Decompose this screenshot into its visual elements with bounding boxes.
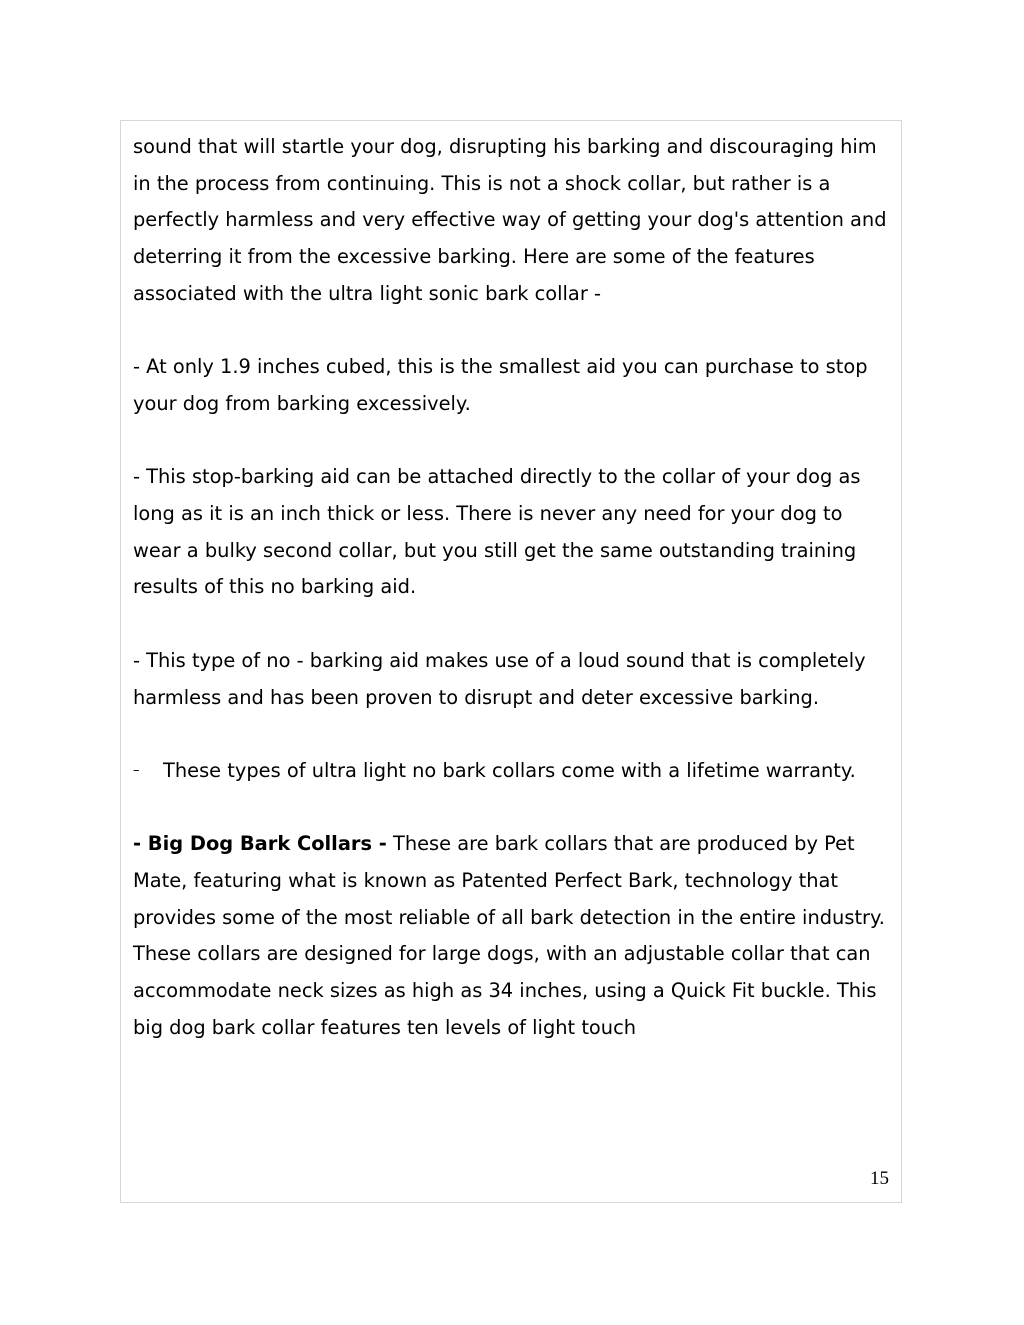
page-frame xyxy=(120,120,902,1203)
paragraph-big-dog-collars xyxy=(133,826,893,1046)
page-number: 15 xyxy=(870,1168,889,1189)
paragraph-attachment-feature: - This stop-barking aid can be attached directly to the collar of your dog as long as it is an inch thick or less. There is never any need for your dog to wear a bulky second collar, but you still get the same outstanding training results of this no barking aid. xyxy=(133,465,861,599)
warranty-text: These types of ultra light no bark collars come with a lifetime warranty. xyxy=(163,758,856,782)
list-item-warranty xyxy=(133,753,893,790)
big-dog-collars-text: These are bark collars that are produced by Pet Mate, featuring what is known as Patented Perfect Bark, technology that provides some of the most reliable of all bark detection in the entire industry. These collars are designed for large dogs, with an adjustable collar that can accommodate neck sizes as high as 34 inches, using a Quick Fit buckle. This big dog bark collar features ten levels of light touch xyxy=(133,832,885,1039)
dash-bullet: – xyxy=(133,762,140,778)
paragraph-intro: sound that will startle your dog, disrupting his barking and discouraging him in the process from continuing. This is not a shock collar, but rather is a perfectly harmless and very effective way of getting your dog's attention and deterring it from the excessive barking. Here are some of the features associated with the ultra light sonic bark collar - xyxy=(133,135,887,305)
page-content xyxy=(133,129,893,1047)
paragraph-sound-feature: - This type of no - barking aid makes use of a loud sound that is completely harmless and has been proven to disrupt and deter excessive barking. xyxy=(133,648,866,709)
paragraph-size-feature: - At only 1.9 inches cubed, this is the smallest aid you can purchase to stop your dog from barking excessively. xyxy=(133,355,868,415)
section-heading-big-dog-bark-collars: - Big Dog Bark Collars - xyxy=(133,832,387,856)
